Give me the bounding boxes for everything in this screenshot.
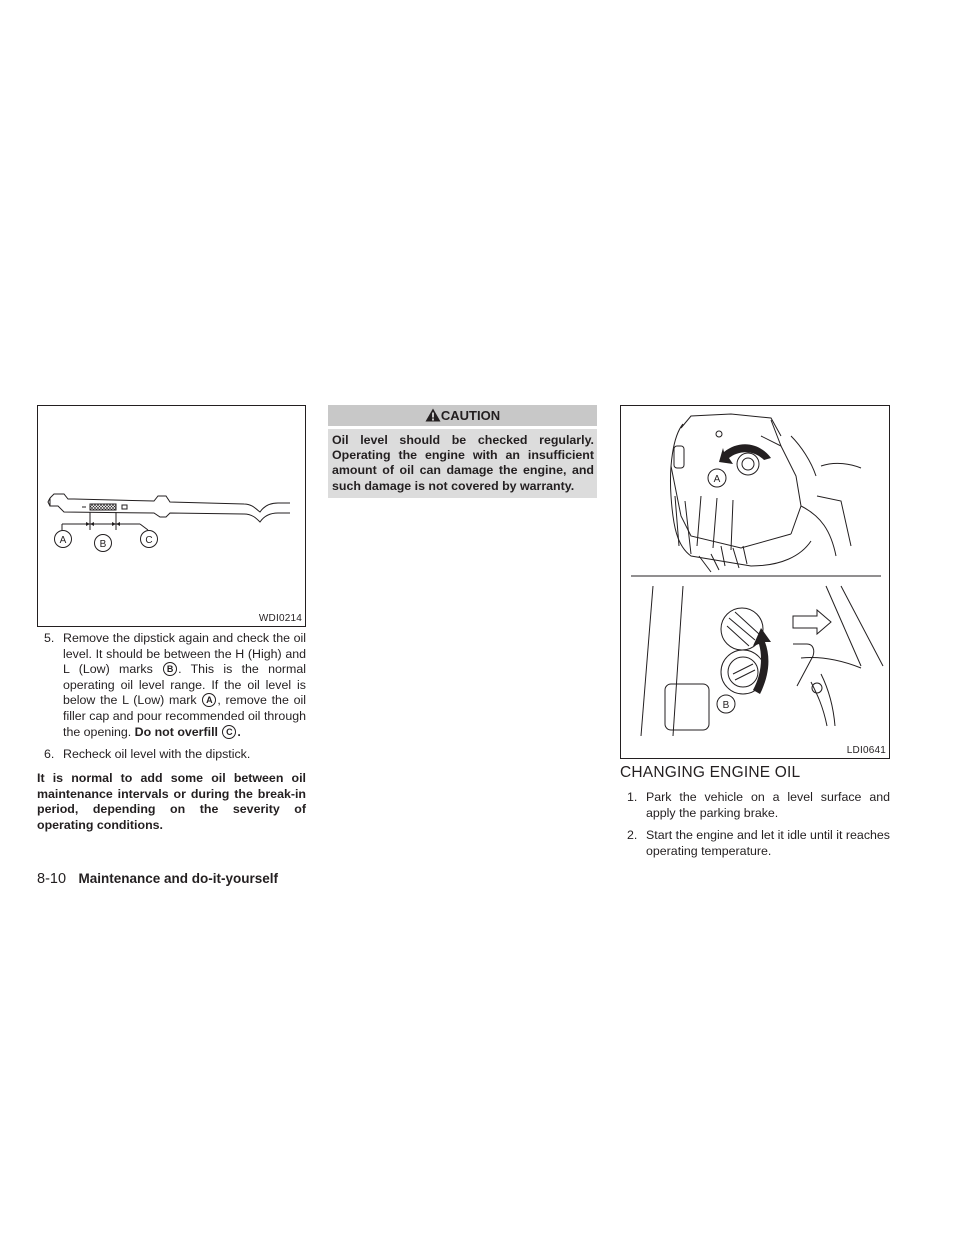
mark-b-symbol: B — [163, 662, 177, 676]
dipstick-illustration — [38, 406, 305, 626]
oil-cap-label-b: B — [722, 700, 730, 711]
dipstick-label-c: C — [145, 535, 153, 546]
page-footer — [37, 870, 278, 888]
dipstick-label-a: A — [59, 535, 67, 546]
left-steps — [37, 631, 306, 770]
figure-code-right: LDI0641 — [846, 745, 886, 756]
step-text: Park the vehicle on a level surface and apply the parking brake. — [646, 790, 890, 820]
step-text: Start the engine and let it idle until it reaches operating temperature. — [646, 828, 890, 858]
oil-cap-figure — [620, 405, 890, 759]
oil-cap-illustration — [621, 406, 889, 758]
step-5 — [37, 631, 306, 740]
chapter-title: Maintenance and do-it-yourself — [78, 871, 279, 886]
step-number: 1. — [627, 790, 638, 804]
figure-code-left: WDI0214 — [258, 613, 302, 624]
caution-text: Oil level should be checked regularly. Operating the engine with an insufficient amount of oil can damage the engine, and such damage is not covered by warranty. — [328, 429, 597, 498]
step-2 — [620, 828, 890, 859]
step-text: Recheck oil level with the dipstick. — [63, 747, 251, 762]
dipstick-label-b: B — [99, 539, 107, 550]
right-steps — [620, 790, 890, 866]
section-title: CHANGING ENGINE OIL — [620, 764, 801, 781]
step-number: 6. — [44, 747, 55, 762]
mark-c-symbol: C — [222, 725, 236, 739]
oil-cap-label-a: A — [713, 474, 721, 485]
page-number: 8-10 — [37, 871, 67, 887]
step-text: Remove the dipstick again and check the oil level. It should be between the H (High) and L (Low) marks — [63, 631, 306, 677]
mark-a-symbol: A — [202, 693, 216, 707]
break-in-note: It is normal to add some oil between oil maintenance intervals or during the break-in period, depending on the severity of operating conditions. — [37, 771, 306, 832]
step-number: 5. — [44, 631, 55, 645]
step-1 — [620, 790, 890, 821]
overfill-warning: Do not overfill — [134, 724, 222, 739]
caution-box — [328, 405, 597, 498]
dipstick-figure — [37, 405, 306, 627]
step-6 — [37, 747, 306, 763]
caution-header — [328, 405, 597, 426]
warning-triangle-icon — [425, 408, 441, 422]
step-text: . This is the normal operating oil level range. If the oil level is below the L (Low) mark — [63, 662, 306, 708]
caution-title: CAUTION — [440, 408, 501, 423]
overfill-warning-end: . — [237, 724, 241, 739]
step-text: , remove the oil filler cap and pour recommended oil through the opening. — [63, 693, 306, 739]
step-number: 2. — [627, 828, 638, 843]
